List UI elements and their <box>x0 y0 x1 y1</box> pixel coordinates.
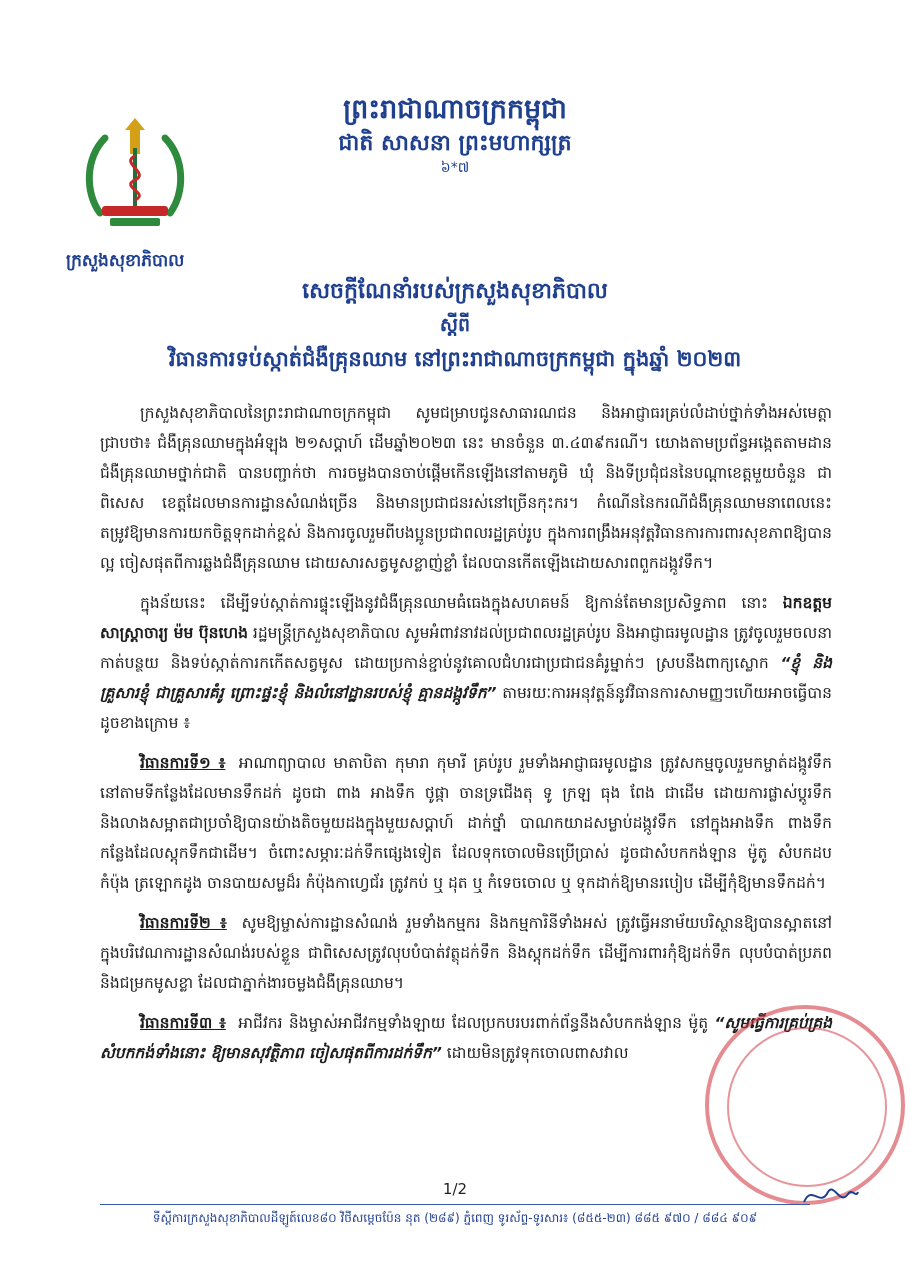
measure-3-slogan: “សូមធ្វើការគ្រប់គ្រងសំបកកង់ទាំងនោះ ឱ្យមានសុវត្ថិភាព ចៀសផុតពីការដក់ទឹក” <box>100 1014 832 1062</box>
appeal-text-c: តាមរយៈការអនុវត្តន៍នូវវិធានការសាមញ្ញៗហើយអាចធ្វើបានដូចខាងក្រោម ៖ <box>100 684 832 732</box>
appeal-slogan: “ខ្ញុំ និងគ្រួសារខ្ញុំ ជាគ្រួសារគំរូ ព្រោះផ្ទះខ្ញុំ និងលំនៅដ្ឋានរបស់ខ្ញុំ គ្មានដង្កូវទឹក” <box>100 654 832 702</box>
measure-2-label: វិធានការទី២ ៖ <box>140 914 227 932</box>
measure-3-text-b: ដោយមិនត្រូវទុកចោលពាសវាល <box>446 1044 629 1062</box>
stamp-inner-ring <box>727 1027 887 1187</box>
footer-divider <box>100 1204 810 1205</box>
ministry-name: ក្រសួងសុខាភិបាល <box>66 251 185 271</box>
measure-1-text: អាណាព្យាបាល មាតាបិតា កុមារា កុមារី គ្រប់រូប រួមទាំងអាជ្ញាធរមូលដ្ឋាន ត្រូវសកម្មចូលរួមកម្ចាត់ដង្កូវទឹកនៅតាមទីកន្លែងដែលមានទឹកដក់ ដូចជា ពាង អាងទឹក ថូផ្កា ចានទ្រជើងតុ ទូ ក្រឡ ធុង ពែង ជាដើម ដោយការផ្លាស់ប្តូរទឹក និងលាងសម្អាតជាប្រចាំឱ្យបានយ៉ាងតិចមួយដងក្នុងមួយសប្តាហ៍ ដាក់ថ្នាំ បាណកយាដសម្លាប់ដង្កូវទឹក នៅក្នុងអាងទឹក ពាងទឹក កន្លែងដែលស្តុកទឹកជាដើម។ ចំពោះសម្ភារៈដក់ទឹកផ្សេងទៀត ដែលទុកចោលមិនប្រើប្រាស់ ដូចជាសំបកកង់ឡាន ម៉ូតូ សំបកដប កំប៉ុង ត្រឡោកដូង ចានបាយសម្លដ៏រ កំប៉ុងកាហ្វេជ័រ ត្រូវកប់ ឬ ដុត ឬ កំទេចចោល ឬ ទុកដាក់ឱ្យមានរបៀប ដើម្បីកុំឱ្យមានទឹកដក់។ <box>100 754 832 892</box>
minister-name: ឯកឧត្តមសាស្ត្រាចារ្យ ម៉ម ប៊ុនហេង <box>100 594 832 642</box>
signature <box>800 1180 860 1210</box>
appeal-text-b: រដ្ឋមន្ត្រីក្រសួងសុខាភិបាល សូមអំពាវនាវដល់ប្រជាពលរដ្ឋគ្រប់រូប និងអាជ្ញាធរមូលដ្ឋាន ត្រូវចូលរួមចលនាកាត់បន្ថយ និងទប់ស្កាត់ការកកើតសត្វមូស ដោយប្រកាន់ខ្ជាប់នូវគោលជំហរជាប្រជាជនគំរូម្នាក់ៗ ស្របនឹងពាក្យស្លោក <box>100 624 832 672</box>
heading-subject: វិធានការទប់ស្កាត់ជំងឺគ្រុនឈាម នៅព្រះរាជាណាចក្រកម្ពុជា ក្នុងឆ្នាំ ២០២៣ <box>168 347 742 371</box>
measure-3-text-a: អាជីវករ និងម្ចាស់អាជីវកម្មទាំងឡាយ ដែលប្រកបរបរពាក់ព័ន្ធនឹងសំបកកង់ឡាន ម៉ូតូ <box>238 1014 709 1032</box>
measure-1-label: វិធានការទី១ ៖ <box>140 754 226 772</box>
kingdom-header <box>250 92 660 178</box>
document-heading <box>90 275 820 377</box>
letter-body <box>100 398 832 1078</box>
kingdom-title: ព្រះរាជាណាចក្រកម្ពុជា <box>343 94 567 125</box>
page-number: 1/2 <box>442 1180 468 1198</box>
measure-2 <box>100 908 832 998</box>
official-stamp <box>705 1005 905 1205</box>
appeal-text-a: ក្នុងន័យនេះ ដើម្បីទប់ស្កាត់ការផ្ទុះឡើងនូវជំងឺគ្រុនឈាមធំធេងក្នុងសហគមន៍ ឱ្យកាន់តែមានប្រសិទ្ធភាព នោះ <box>140 594 768 612</box>
measure-3-label: វិធានការទី៣ ៖ <box>140 1014 226 1032</box>
heading-title: សេចក្តីណែនាំរបស់ក្រសួងសុខាភិបាល <box>302 279 608 304</box>
heading-subject-label: ស្តីពី <box>439 314 471 336</box>
paragraph-intro: ក្រសួងសុខាភិបាលនៃព្រះរាជាណាចក្រកម្ពុជា សូមជម្រាបជូនសាធារណជន និងអាជ្ញាធរគ្រប់លំដាប់ថ្នាក់ទាំងអស់មេត្តាជ្រាបថា៖ ជំងឺគ្រុនឈាមក្នុងអំឡុង ២១សប្តាហ៍ ដើមឆ្នាំ២០២៣ នេះ មានចំនួន ៣.៤៣៩ករណី។ យោងតាមប្រព័ន្ធអង្កេតតាមដានជំងឺគ្រុនឈាមថ្នាក់ជាតិ បានបញ្ជាក់ថា ការចម្លងបានចាប់ផ្តើមកើនឡើងនៅតាមភូមិ ឃុំ និងទីប្រជុំជននៃបណ្តាខេត្តមួយចំនួន ជាពិសេស ខេត្តដែលមានការដ្ឋានសំណង់ច្រើន និងមានប្រជាជនរស់នៅច្រើនកុះករ។ កំណើននៃករណីជំងឺគ្រុនឈាមនាពេលនេះ តម្រូវឱ្យមានការយកចិត្តទុកដាក់ខ្ពស់ និងការចូលរួមពីបងប្អូនប្រជាពលរដ្ឋគ្រប់រូប ក្នុងការពង្រឹងអនុវត្តវិធានការការពារសុខភាពឱ្យបានល្អ ចៀសផុតពីការឆ្លងជំងឺគ្រុនឈាម ដោយសារសត្វមូសខ្លាញ់ខ្លាំ ដែលបានកើតឡើងដោយសារពពួកដង្កូវទឹក។ <box>100 404 832 572</box>
kingdom-ornament: ៦*៧ <box>440 160 470 176</box>
kingdom-motto: ជាតិ សាសនា ព្រះមហាក្សត្រ <box>338 130 572 156</box>
paragraph-appeal <box>100 588 832 738</box>
measure-2-text: សូមឱ្យម្ចាស់ការដ្ឋានសំណង់ រួមទាំងកម្មករ និងកម្មការិនីទាំងអស់ ត្រូវធ្វើអនាម័យបរិស្ថានឱ្យបានស្អាតនៅក្នុងបរិវេណការដ្ឋានសំណង់របស់ខ្លួន ជាពិសេសត្រូវលុបបំបាត់វត្ថុដក់ទឹក និងស្តុកដក់ទឹក ដើម្បីការពារកុំឱ្យដក់ទឹក លុបបំបាត់ប្រភព និងជម្រកមូសខ្លា ដែលជាភ្នាក់ងារចម្លងជំងឺគ្រុនឈាម។ <box>100 914 832 992</box>
ministry-logo <box>80 118 190 236</box>
measure-1 <box>100 748 832 898</box>
footer-address: ទីស្តីការក្រសួងសុខាភិបាលដីឡូត៍លេខ៨០ វិថីសម្តេចប៉ែន នុត (២៨៩) ភ្នំពេញ ទូរស័ព្ទ-ទូរសារ៖ (៨៥៥-២៣) ៨៨៥ ៩៧០ / ៨៨៤ ៩០៩ <box>152 1211 758 1225</box>
